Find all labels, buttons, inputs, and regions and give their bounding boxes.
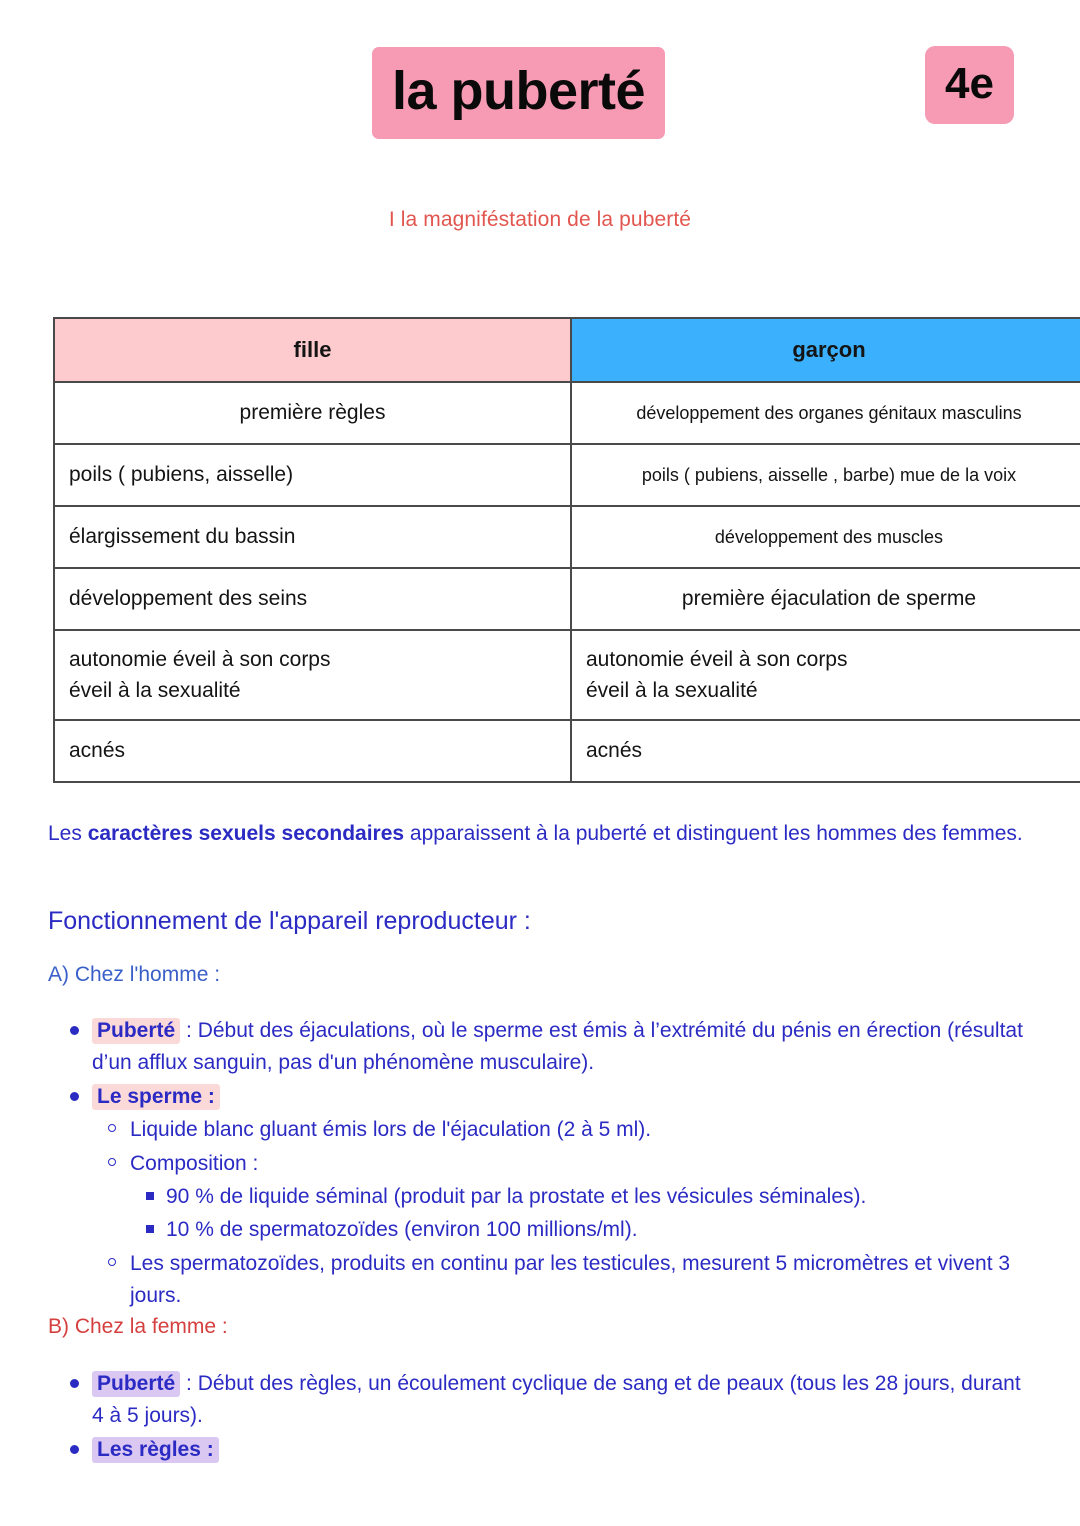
- cell-fille-5-line1: autonomie éveil à son corps: [69, 647, 331, 671]
- bullet-list-level2-a: [92, 1114, 1038, 1312]
- cell-fille-5-line2: éveil à la sexualité: [69, 679, 241, 702]
- cell-garcon-5: [571, 630, 1080, 720]
- section-a-list: [48, 1015, 1038, 1314]
- table-row: [54, 506, 1080, 568]
- subsection-heading-a: A) Chez l'homme :: [48, 963, 221, 986]
- cell-garcon-3: développement des muscles: [571, 506, 1080, 568]
- cell-garcon-2: poils ( pubiens, aisselle , barbe) mue de la voix: [571, 444, 1080, 506]
- highlight-regles: Les règles :: [92, 1437, 219, 1463]
- cell-fille-4: développement des seins: [54, 568, 571, 630]
- intro-text-before: Les: [48, 822, 88, 845]
- puberte-text-b: : Début des règles, un écoulement cyclique de sang et de peaux (tous les 28 jours, durant 4 à 5 jours).: [92, 1372, 1021, 1427]
- section-b-list: [48, 1368, 1038, 1468]
- highlight-puberte-b: Puberté: [92, 1371, 180, 1397]
- cell-garcon-4: première éjaculation de sperme: [571, 568, 1080, 630]
- cell-garcon-1: développement des organes génitaux masculins: [571, 382, 1080, 444]
- section-heading: Fonctionnement de l'appareil reproducteur :: [48, 907, 531, 935]
- bullet-list-level1-a: [48, 1015, 1038, 1312]
- cell-fille-1: première règles: [54, 382, 571, 444]
- table-row: [54, 630, 1080, 720]
- cell-fille-6: acnés: [54, 720, 571, 782]
- document-header: [0, 47, 1080, 139]
- list-item: [48, 1434, 1038, 1466]
- highlight-puberte-a: Puberté: [92, 1018, 180, 1044]
- cell-fille-3: élargissement du bassin: [54, 506, 571, 568]
- section-subtitle: I la magniféstation de la puberté: [388, 208, 692, 231]
- cell-fille-2: poils ( pubiens, aisselle): [54, 444, 571, 506]
- cell-garcon-5-line1: autonomie éveil à son corps: [586, 647, 848, 671]
- list-item: Les spermatozoïdes, produits en continu par les testicules, mesurent 5 micromètres et vivent 3 jours.: [92, 1248, 1038, 1312]
- table-header-garcon: garçon: [571, 318, 1080, 382]
- list-item: 10 % de spermatozoïdes (environ 100 millions/ml).: [130, 1214, 1038, 1246]
- bullet-list-level1-b: [48, 1368, 1038, 1466]
- list-item: 90 % de liquide séminal (produit par la prostate et les vésicules séminales).: [130, 1181, 1038, 1213]
- grade-badge: 4e: [925, 46, 1014, 124]
- intro-paragraph: [48, 818, 1028, 851]
- list-item: [48, 1081, 1038, 1312]
- table-header-row: [54, 318, 1080, 382]
- cell-fille-5: [54, 630, 571, 720]
- title-container: [372, 47, 665, 139]
- cell-garcon-6: acnés: [571, 720, 1080, 782]
- list-item: [48, 1015, 1038, 1079]
- composition-label: Composition :: [130, 1151, 259, 1175]
- list-item: [92, 1148, 1038, 1247]
- table-row: [54, 568, 1080, 630]
- table-header-fille: fille: [54, 318, 571, 382]
- list-item: Liquide blanc gluant émis lors de l'éjaculation (2 à 5 ml).: [92, 1114, 1038, 1146]
- highlight-sperme: Le sperme :: [92, 1084, 220, 1110]
- table-row: [54, 382, 1080, 444]
- intro-text-after: apparaissent à la puberté et distinguent les hommes des femmes.: [404, 822, 1023, 845]
- puberte-text-a: : Début des éjaculations, où le sperme est émis à l’extrémité du pénis en érection (résultat d’un afflux sanguin, pas d'un phénomène musculaire).: [92, 1019, 1023, 1074]
- bullet-list-level3-a: [130, 1181, 1038, 1247]
- list-item: [48, 1368, 1038, 1432]
- intro-text-bold: caractères sexuels secondaires: [87, 822, 405, 845]
- table-row: [54, 444, 1080, 506]
- subsection-heading-b: B) Chez la femme :: [48, 1315, 228, 1338]
- comparison-table: [53, 317, 1080, 783]
- cell-garcon-5-line2: éveil à la sexualité: [586, 679, 758, 702]
- comparison-table-wrapper: [53, 317, 1028, 783]
- table-row: [54, 720, 1080, 782]
- page-title: la puberté: [372, 47, 665, 139]
